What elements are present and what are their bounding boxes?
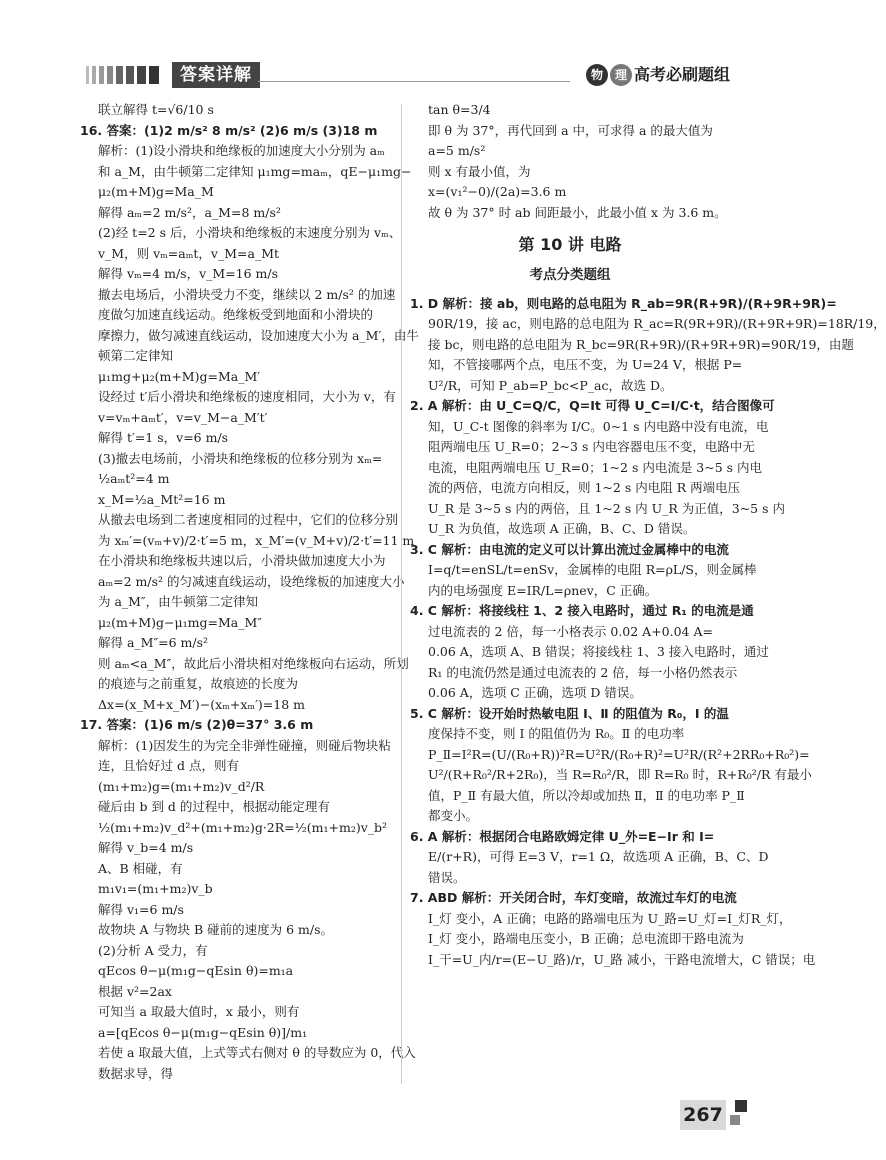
lecture-title: 第 10 讲 电路 (518, 235, 622, 254)
text-line: 知，不管接哪两个点，电压不变，为 U=24 V，根据 P= (428, 357, 743, 372)
text-line: a=5 m/s² (428, 143, 486, 158)
text-line: tan θ=3/4 (428, 102, 491, 117)
text-line: I_灯 变小，A 正确；电路的路端电压为 U_路=U_灯=I_灯R_灯， (428, 910, 792, 926)
text-line: 知，U_C-t 图像的斜率为 I/C。0~1 s 内电路中没有电流，电 (428, 418, 769, 434)
column-divider (401, 104, 402, 1084)
text-line: aₘ=2 m/s² 的匀减速直线运动，设绝缘板的加速度大小 (98, 573, 405, 589)
text-line: 的痕迹与之前重复，故痕迹的长度为 (98, 676, 299, 691)
corner-decoration (735, 1100, 747, 1112)
text-line: m₁v₁=(m₁+m₂)v_b (98, 881, 213, 896)
text-line: μ₁mg+μ₂(m+M)g=Ma_M′ (98, 368, 261, 384)
text-line: x=(v₁²−0)/(2a)=3.6 m (428, 184, 567, 199)
header-decoration-bars (86, 66, 159, 84)
text-line: 从撤去电场到二者速度相同的过程中，它们的位移分别 (98, 512, 399, 527)
right-column (410, 100, 886, 970)
text-line: 流的两倍，电流方向相反，则 1~2 s 内电阻 R 两端电压 (428, 480, 741, 495)
text-line: 顿第二定律知 (98, 348, 174, 363)
text-line: 都变小。 (428, 808, 479, 823)
text-line: 电流，电阻两端电压 U_R=0；1~2 s 内电流是 3~5 s 内电 (428, 459, 763, 475)
text-line: v=vₘ+aₘt′，v=v_M−a_M′t′ (98, 409, 268, 425)
text-line: 解析：(1)因发生的为完全非弹性碰撞，则碰后物块粘 (98, 737, 391, 753)
text-line: μ₂(m+M)g−μ₁mg=Ma_M″ (98, 614, 262, 630)
text-line: I_灯 变小，路端电压变小，B 正确；总电流即干路电流为 (428, 931, 744, 946)
left-column (80, 100, 419, 1084)
text-line: 根据 v²=2ax (98, 983, 172, 999)
text-line: U²/R，可知 P_ab=P_bc<P_ac，故选 D。 (428, 377, 673, 393)
text-line: 解得 aₘ=2 m/s²，a_M=8 m/s² (98, 204, 281, 220)
question-line: 16. 答案：(1)2 m/s² 8 m/s² (2)6 m/s (3)18 m (80, 122, 378, 138)
text-line: 可知当 a 取最大值时，x 最小，则有 (98, 1004, 300, 1019)
text-line: 为 xₘ′=(vₘ+v)/2·t′=5 m，x_M′=(v_M+v)/2·t′=11 m (98, 532, 415, 548)
text-line: 解得 v_b=4 m/s (98, 840, 194, 855)
page-number: 267 (680, 1100, 726, 1130)
question-line: 17. 答案：(1)6 m/s (2)θ=37° 3.6 m (80, 717, 314, 732)
text-line: 故 θ 为 37° 时 ab 间距最小，此最小值 x 为 3.6 m。 (428, 204, 727, 220)
text-line: E/(r+R)，可得 E=3 V，r=1 Ω，故选项 A 正确，B、C、D (428, 849, 769, 864)
right-column-answers (410, 294, 886, 971)
text-line: ½aₘt²=4 m (98, 471, 170, 486)
text-line: ½(m₁+m₂)v_d²+(m₁+m₂)g·2R=½(m₁+m₂)v_b² (98, 819, 388, 835)
text-line: 解得 v₁=6 m/s (98, 901, 184, 917)
text-line: 数据求导，得 (98, 1065, 174, 1081)
subject-badge-li: 理 (610, 64, 632, 86)
text-line: P_Ⅱ=I²R=(U/(R₀+R))²R=U²R/(R₀+R)²=U²R/(R²+2RR₀+R₀²)= (428, 746, 810, 762)
text-line: 若使 a 取最大值，上式等式右侧对 θ 的导数应为 0，代入 (98, 1045, 416, 1060)
text-line: A、B 相碰，有 (98, 860, 183, 876)
text-line: 连，且恰好过 d 点，则有 (98, 758, 239, 773)
text-line: 碰后由 b 到 d 的过程中，根据动能定理有 (98, 799, 330, 814)
page-header (80, 62, 730, 90)
subject-badge-wu: 物 (586, 64, 608, 86)
question-line: 5. C 解析：设开始时热敏电阻 Ⅰ、Ⅱ 的阻值为 R₀，Ⅰ 的温 (410, 705, 729, 721)
series-title: 高考必刷题组 (633, 65, 730, 84)
text-line: 在小滑块和绝缘板共速以后，小滑块做加速度大小为 (98, 553, 386, 568)
text-line: U²/(R+R₀²/R+2R₀)，当 R=R₀²/R，即 R=R₀ 时，R+R₀²/R 有最小 (428, 767, 812, 782)
text-line: (2)分析 A 受力，有 (98, 942, 208, 958)
question-line: 1. D 解析：接 ab，则电路的总电阻为 R_ab=9R(R+9R)/(R+9R+9R)= (410, 295, 837, 311)
question-line: 7. ABD 解析：开关闭合时，车灯变暗，故流过车灯的电流 (410, 890, 737, 905)
text-line: 过电流表的 2 倍，每一小格表示 0.02 A+0.04 A= (428, 623, 713, 639)
text-line: 值，P_Ⅱ 有最大值，所以冷却或加热 Ⅱ，Ⅱ 的电功率 P_Ⅱ (428, 787, 745, 803)
text-line: x_M=½a_Mt²=16 m (98, 491, 226, 507)
right-column-continuation (410, 100, 730, 223)
text-line: U_R 为负值，故选项 A 正确，B、C、D 错误。 (428, 521, 696, 536)
text-line: 0.06 A，选项 C 正确，选项 D 错误。 (428, 685, 642, 700)
question-line: 2. A 解析：由 U_C=Q/C，Q=It 可得 U_C=I/C·t，结合图像可 (410, 398, 775, 413)
text-line: 和 a_M，由牛顿第二定律知 μ₁mg=maₘ，qE−μ₁mg− (98, 163, 412, 179)
text-line: 设经过 t′后小滑块和绝缘板的速度相同，大小为 v，有 (98, 389, 396, 404)
question-line: 4. C 解析：将接线柱 1、2 接入电路时，通过 R₁ 的电流是通 (410, 603, 754, 618)
text-line: 则 aₘ<a_M″，故此后小滑块相对绝缘板向右运动，所划 (98, 655, 409, 671)
text-line: Δx=(x_M+x_M′)−(xₘ+xₘ′)=18 m (98, 696, 305, 712)
text-line: 0.06 A，选项 A、B 错误；将接线柱 1、3 接入电路时，通过 (428, 644, 769, 659)
text-line: 解得 a_M″=6 m/s² (98, 635, 209, 650)
text-line: 解得 t′=1 s，v=6 m/s (98, 430, 229, 445)
text-line: 故物块 A 与物块 B 碰前的速度为 6 m/s。 (98, 922, 333, 937)
text-line: v_M，则 vₘ=aₘt，v_M=a_Mt (98, 245, 280, 261)
question-line: 6. A 解析：根据闭合电路欧姆定律 U_外=E−Ir 和 I= (410, 828, 715, 844)
text-line: 错误。 (428, 869, 466, 885)
text-line: 解得 vₘ=4 m/s，v_M=16 m/s (98, 266, 279, 281)
header-rule (258, 81, 570, 82)
text-line: 度保持不变，则 Ⅰ 的阻值仍为 R₀。Ⅱ 的电功率 (428, 726, 685, 741)
text-line: 解析：(1)设小滑块和绝缘板的加速度大小分别为 aₘ (98, 143, 385, 158)
text-line: μ₂(m+M)g=Ma_M (98, 184, 214, 199)
text-line: 接 bc，则电路的总电阻为 R_bc=9R(R+9R)/(R+9R+9R)=90R/19，由题 (428, 336, 854, 352)
text-line: 则 x 有最小值，为 (428, 163, 531, 179)
text-line: 为 a_M″，由牛顿第二定律知 (98, 594, 259, 609)
text-line: 内的电场强度 E=IR/L=ρnev，C 正确。 (428, 582, 658, 598)
question-line: 3. C 解析：由电流的定义可以计算出流过金属棒中的电流 (410, 541, 729, 557)
text-line: qEcos θ−μ(m₁g−qEsin θ)=m₁a (98, 963, 294, 978)
text-line: (2)经 t=2 s 后，小滑块和绝缘板的末速度分别为 vₘ、 (98, 225, 402, 240)
text-line: U_R 是 3~5 s 内的两倍，且 1~2 s 内 U_R 为正值，3~5 s 内 (428, 500, 785, 516)
text-line: 撤去电场后，小滑块受力不变，继续以 2 m/s² 的加速 (98, 286, 396, 302)
text-line: (3)撤去电场前，小滑块和绝缘板的位移分别为 xₘ= (98, 450, 383, 466)
text-line: a=[qEcos θ−μ(m₁g−qEsin θ)]/m₁ (98, 1024, 308, 1040)
text-line: 阻两端电压 U_R=0；2~3 s 内电容器电压不变，电路中无 (428, 439, 755, 454)
text-line: I_干=U_内/r=(E−U_路)/r，U_路 减小，干路电流增大，C 错误；电 (428, 951, 816, 967)
text-line: 90R/19，接 ac，则电路的总电阻为 R_ac=R(9R+9R)/(R+9R+9R)=18R/19， (428, 316, 886, 331)
text-line: 即 θ 为 37°，再代回到 a 中，可求得 a 的最大值为 (428, 122, 713, 138)
text-line: 联立解得 t=√6/10 s (98, 102, 214, 117)
text-line: 摩擦力，做匀减速直线运动，设加速度大小为 a_M′，由牛 (98, 327, 419, 343)
text-line: (m₁+m₂)g=(m₁+m₂)v_d²/R (98, 778, 265, 794)
section-label: 答案详解 (172, 62, 260, 88)
text-line: R₁ 的电流仍然是通过电流表的 2 倍，每一小格仍然表示 (428, 664, 738, 680)
corner-decoration (730, 1115, 740, 1125)
text-line: 度做匀加速直线运动。绝缘板受到地面和小滑块的 (98, 307, 374, 322)
section-title: 考点分类题组 (529, 267, 611, 283)
text-line: I=q/t=enSL/t=enSv，金属棒的电阻 R=ρL/S，则金属棒 (428, 562, 757, 577)
